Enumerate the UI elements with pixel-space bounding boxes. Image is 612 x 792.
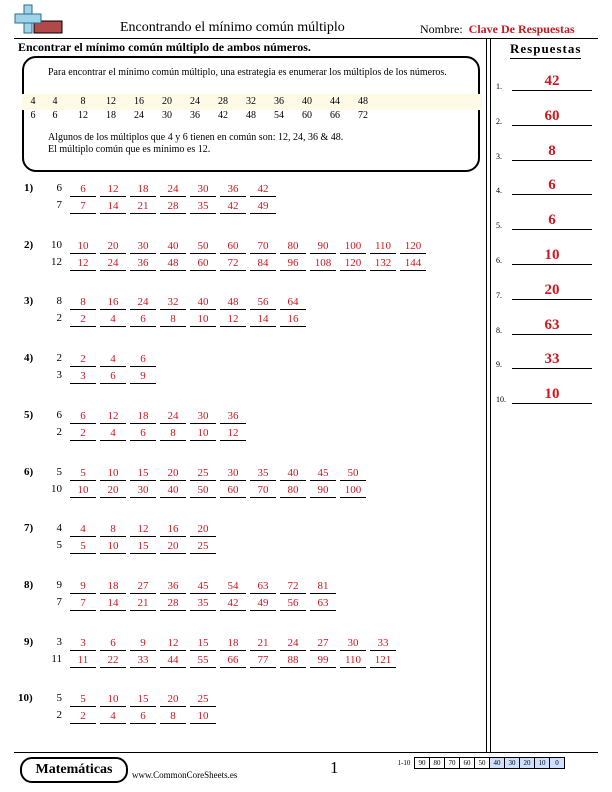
answer-value: 6 [512,176,592,195]
multiple-b: 56 [280,596,306,611]
name-field [420,22,575,37]
multiple-b: 66 [220,653,246,668]
multiple-a: 27 [130,579,156,594]
multiple-a: 12 [160,636,186,651]
scale-label: 1-10 [397,759,411,767]
page-number: 1 [330,758,339,777]
multiple-a: 24 [160,182,186,197]
multiple-b: 22 [100,653,126,668]
multiple-a: 10 [100,692,126,707]
site-url: www.CommonCoreSheets.es [132,770,238,780]
multiple-b: 25 [190,539,216,554]
multiple-b: 60 [220,483,246,498]
problem-number: 3) [24,295,34,307]
multiple-a: 70 [250,239,276,254]
multiple-a: 45 [190,579,216,594]
multiple-a: 80 [280,239,306,254]
scale-cell: 40 [489,757,505,769]
multiple-a: 30 [190,409,216,424]
multiple-b: 44 [160,653,186,668]
problem-number-b: 7 [56,199,62,211]
example-conclusion [48,132,468,156]
answer-value: 20 [512,281,592,300]
multiple-a: 21 [250,636,276,651]
multiple-b: 36 [130,256,156,271]
multiple-a: 24 [280,636,306,651]
multiple-b: 4 [100,312,126,327]
answer-value: 60 [512,107,592,126]
multiple-b: 77 [250,653,276,668]
example-cell: 36 [190,110,200,121]
multiple-a: 24 [130,295,156,310]
example-cell: 66 [330,110,340,121]
multiple-b: 10 [190,426,216,441]
multiple-b: 35 [190,199,216,214]
example-row-6 [22,108,482,124]
multiple-b: 10 [190,709,216,724]
multiple-b: 2 [70,709,96,724]
answer-number: 1. [496,82,502,91]
answer-number: 10. [496,395,506,405]
multiple-a: 9 [130,636,156,651]
multiple-a: 9 [70,579,96,594]
answer-value: 33 [512,350,592,369]
multiple-a: 3 [70,636,96,651]
problem-number-b: 12 [51,256,62,268]
scale-cell: 90 [414,757,430,769]
multiple-b: 28 [160,596,186,611]
multiple-b: 12 [70,256,96,271]
example-cell: 36 [274,96,284,107]
multiple-a: 50 [190,239,216,254]
scale-cell: 60 [459,757,475,769]
problem-number-b: 10 [51,483,62,495]
multiple-a: 81 [310,579,336,594]
multiple-b: 16 [280,312,306,327]
problem-number-b: 2 [56,426,62,438]
multiple-b: 21 [130,199,156,214]
multiple-b: 20 [160,539,186,554]
example-cell: 32 [246,96,256,107]
scale-cell: 20 [519,757,535,769]
multiple-b: 10 [70,483,96,498]
multiple-b: 6 [130,709,156,724]
multiple-a: 60 [220,239,246,254]
problem-number-a: 5 [56,466,62,478]
multiple-b: 132 [370,256,396,271]
multiple-b: 99 [310,653,336,668]
example-cell: 18 [106,110,116,121]
multiple-a: 18 [220,636,246,651]
multiple-a: 15 [130,692,156,707]
problem-number: 8) [24,579,34,591]
answer-number: 2. [496,116,502,126]
problem-number: 2) [24,239,34,251]
multiple-b: 48 [160,256,186,271]
answers-title: Respuestas [510,41,581,59]
problem-number-a: 6 [56,409,62,421]
multiple-a: 32 [160,295,186,310]
multiple-b: 88 [280,653,306,668]
multiple-b: 30 [130,483,156,498]
multiple-a: 120 [400,239,426,254]
multiple-a: 20 [160,692,186,707]
multiple-a: 40 [160,239,186,254]
multiple-b: 12 [220,312,246,327]
multiple-a: 12 [100,409,126,424]
answer-value: 42 [512,72,592,91]
answer-number: 5. [496,221,502,231]
column-divider [486,38,487,752]
multiple-b: 7 [70,596,96,611]
multiple-b: 42 [220,596,246,611]
multiple-a: 4 [70,522,96,537]
multiple-a: 10 [100,466,126,481]
multiple-b: 40 [160,483,186,498]
multiple-b: 7 [70,199,96,214]
problem-number-a: 9 [56,579,62,591]
problem-number: 5) [24,409,34,421]
multiple-a: 16 [160,522,186,537]
multiple-a: 42 [250,182,276,197]
example-cell: 30 [162,110,172,121]
multiple-a: 35 [250,466,276,481]
example-cell: 20 [162,96,172,107]
multiple-a: 12 [100,182,126,197]
multiple-b: 8 [160,709,186,724]
multiple-b: 14 [100,596,126,611]
multiple-b: 14 [100,199,126,214]
multiple-b: 11 [70,653,96,668]
answer-value: 10 [512,385,592,404]
page-title: Encontrando el mínimo común múltiplo [120,20,345,35]
problem-number-b: 3 [56,369,62,381]
multiple-a: 18 [130,409,156,424]
problem-number-a: 3 [56,636,62,648]
problem-number-b: 2 [56,312,62,324]
multiple-b: 5 [70,539,96,554]
multiple-a: 90 [310,239,336,254]
problem-number-a: 5 [56,692,62,704]
multiple-a: 27 [310,636,336,651]
problem-number: 9) [24,636,34,648]
problem-number: 4) [24,352,34,364]
answer-number: 6. [496,256,502,265]
scale-cell: 80 [429,757,445,769]
multiple-a: 5 [70,466,96,481]
multiple-b: 144 [400,256,426,271]
example-cell: 16 [134,96,144,107]
multiple-b: 70 [250,483,276,498]
multiple-a: 72 [280,579,306,594]
example-cell: 42 [218,110,228,121]
footer-divider [14,752,598,753]
multiple-a: 2 [70,352,96,367]
multiple-a: 10 [70,239,96,254]
multiple-a: 30 [340,636,366,651]
problem-number-a: 4 [56,522,62,534]
multiple-b: 28 [160,199,186,214]
multiple-b: 50 [190,483,216,498]
multiple-b: 35 [190,596,216,611]
multiple-b: 96 [280,256,306,271]
example-cell: 48 [246,110,256,121]
multiple-a: 20 [100,239,126,254]
score-scale [398,757,565,769]
example-cell: 44 [330,96,340,107]
multiple-b: 14 [250,312,276,327]
example-cell: 28 [218,96,228,107]
multiple-b: 4 [100,426,126,441]
example-cell: 40 [302,96,312,107]
example-cell: 54 [274,110,284,121]
instruction-text: Encontrar el mínimo común múltiplo de ambos números. [18,40,311,54]
name-label: Nombre: [420,22,463,36]
multiple-b: 120 [340,256,366,271]
multiple-b: 100 [340,483,366,498]
multiple-b: 6 [130,426,156,441]
example-cell: 6 [52,110,58,121]
multiple-a: 64 [280,295,306,310]
multiple-b: 20 [100,483,126,498]
problem-number: 7) [24,522,34,534]
multiple-b: 24 [100,256,126,271]
multiple-b: 110 [340,653,366,668]
multiple-b: 9 [130,369,156,384]
example-cell: 48 [358,96,368,107]
multiple-b: 60 [190,256,216,271]
multiple-a: 50 [340,466,366,481]
name-value: Clave De Respuestas [468,22,575,36]
multiple-a: 24 [160,409,186,424]
multiple-b: 80 [280,483,306,498]
example-lcm: El múltiplo común que es mínimo es 12. [48,144,211,155]
multiple-b: 84 [250,256,276,271]
logo-icon [14,3,64,39]
scale-cell: 0 [549,757,565,769]
answer-value: 63 [512,316,592,335]
problem-number-a: 8 [56,295,62,307]
multiple-b: 4 [100,709,126,724]
brand-badge: Matemáticas [20,757,128,783]
multiple-b: 42 [220,199,246,214]
multiple-a: 8 [100,522,126,537]
multiple-a: 18 [130,182,156,197]
multiple-b: 2 [70,312,96,327]
example-cell: 4 [52,96,58,107]
example-cell: 8 [80,96,86,107]
multiple-a: 110 [370,239,396,254]
multiple-a: 6 [70,182,96,197]
multiple-a: 45 [310,466,336,481]
multiple-a: 15 [190,636,216,651]
example-cell: 72 [358,110,368,121]
problem-number-b: 5 [56,539,62,551]
multiple-a: 4 [100,352,126,367]
multiple-b: 33 [130,653,156,668]
multiple-a: 33 [370,636,396,651]
multiple-a: 56 [250,295,276,310]
answer-number: 8. [496,325,502,335]
multiple-b: 12 [220,426,246,441]
column-divider-2 [490,38,491,752]
multiple-a: 20 [190,522,216,537]
multiple-a: 30 [130,239,156,254]
multiple-b: 2 [70,426,96,441]
answer-value: 8 [512,142,592,161]
multiple-b: 49 [250,199,276,214]
multiple-a: 25 [190,692,216,707]
multiple-a: 5 [70,692,96,707]
answer-number: 4. [496,186,502,196]
multiple-a: 100 [340,239,366,254]
problem-number-b: 11 [51,653,62,665]
multiple-b: 21 [130,596,156,611]
scale-cell: 70 [444,757,460,769]
multiple-a: 54 [220,579,246,594]
problem-number-b: 7 [56,596,62,608]
example-cell: 6 [30,110,36,121]
multiple-b: 72 [220,256,246,271]
problem-number: 1) [24,182,34,194]
multiple-a: 8 [70,295,96,310]
multiple-b: 90 [310,483,336,498]
multiple-a: 6 [100,636,126,651]
problem-number: 6) [24,466,34,478]
answer-value: 6 [512,211,592,230]
multiple-a: 15 [130,466,156,481]
multiple-a: 30 [220,466,246,481]
example-cell: 60 [302,110,312,121]
multiple-a: 48 [220,295,246,310]
answer-number: 9. [496,360,502,370]
problem-number-a: 2 [56,352,62,364]
multiple-a: 6 [70,409,96,424]
multiple-a: 36 [220,182,246,197]
example-intro: Para encontrar el mínimo común múltiplo, una estrategia es enumerar los múltiplos de los números. [48,67,447,78]
example-cell: 4 [30,96,36,107]
example-cell: 24 [134,110,144,121]
answer-number: 7. [496,290,502,300]
multiple-b: 3 [70,369,96,384]
multiple-b: 6 [100,369,126,384]
example-cell: 12 [106,96,116,107]
multiple-b: 15 [130,539,156,554]
example-common-multiples: Algunos de los múltiplos que 4 y 6 tienen en común son: 12, 24, 36 & 48. [48,132,344,143]
example-cell: 24 [190,96,200,107]
answer-number: 3. [496,151,502,161]
scale-cell: 50 [474,757,490,769]
multiple-a: 20 [160,466,186,481]
multiple-b: 49 [250,596,276,611]
multiple-a: 40 [280,466,306,481]
multiple-b: 55 [190,653,216,668]
multiple-b: 108 [310,256,336,271]
example-cell: 12 [78,110,88,121]
scale-cell: 30 [504,757,520,769]
multiple-b: 63 [310,596,336,611]
multiple-a: 40 [190,295,216,310]
multiple-b: 121 [370,653,396,668]
problem-number-a: 10 [51,239,62,251]
problem-number-a: 6 [56,182,62,194]
multiple-a: 30 [190,182,216,197]
multiple-a: 18 [100,579,126,594]
multiple-a: 63 [250,579,276,594]
multiple-a: 36 [160,579,186,594]
multiple-a: 36 [220,409,246,424]
scale-cell: 10 [534,757,550,769]
multiple-b: 8 [160,426,186,441]
multiple-a: 25 [190,466,216,481]
problem-number: 10) [18,692,33,704]
multiple-a: 16 [100,295,126,310]
multiple-a: 12 [130,522,156,537]
multiple-b: 10 [100,539,126,554]
problem-number-b: 2 [56,709,62,721]
answer-value: 10 [512,246,592,265]
multiple-b: 8 [160,312,186,327]
multiple-b: 6 [130,312,156,327]
multiple-a: 6 [130,352,156,367]
header-divider [14,38,598,39]
multiple-b: 10 [190,312,216,327]
